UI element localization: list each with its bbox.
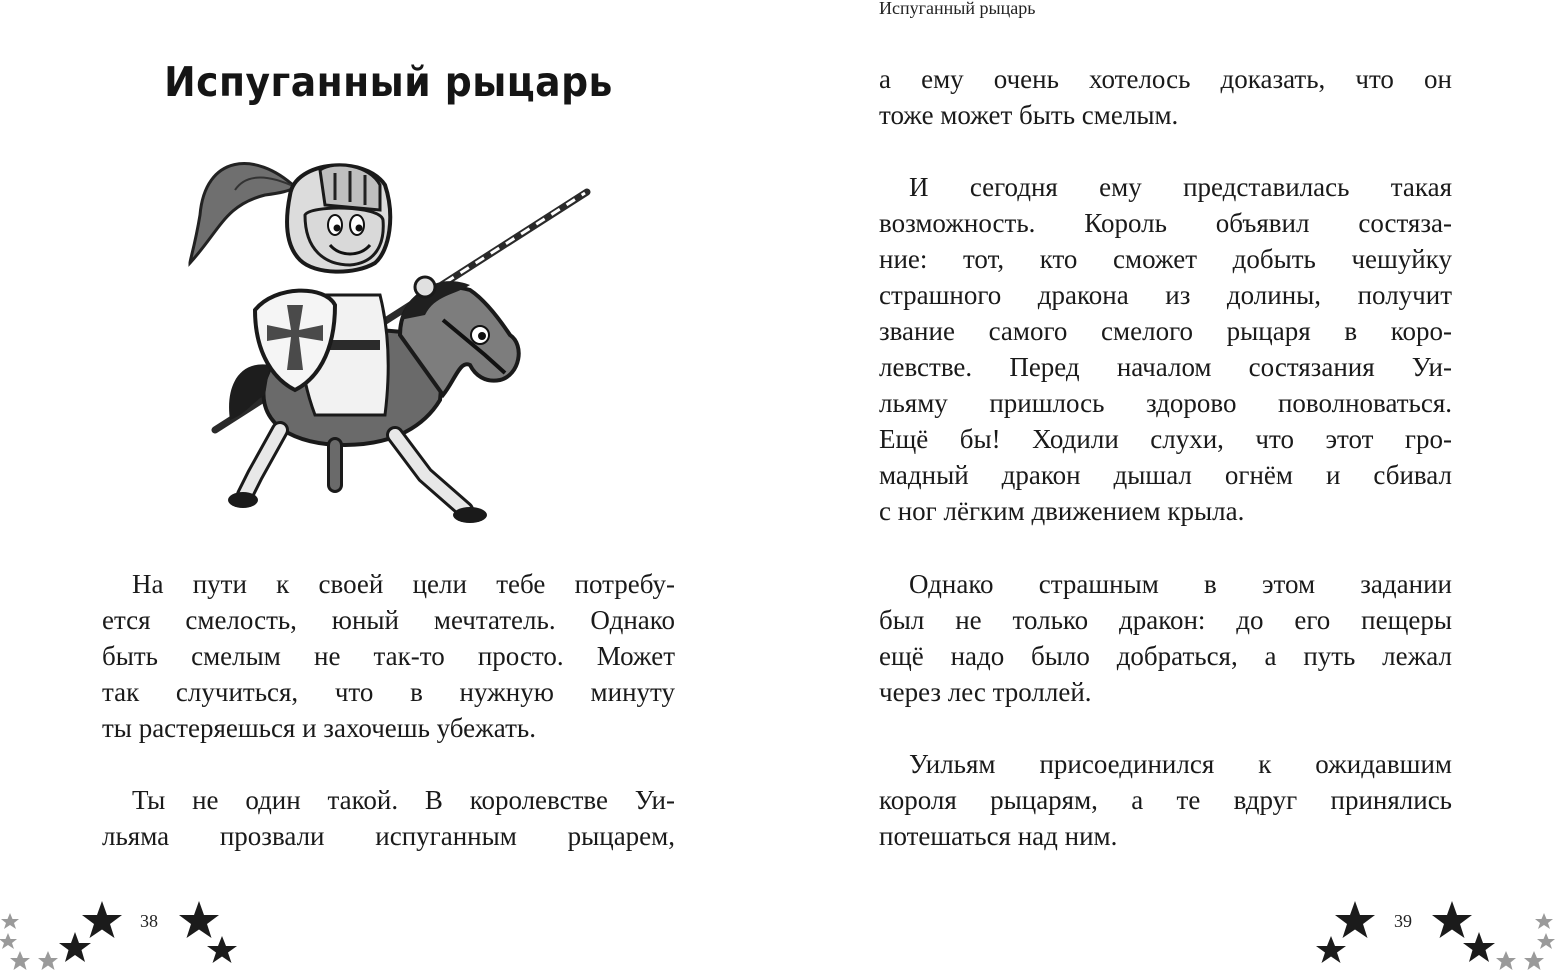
text-line: Ты не один такой. В королевстве Уи-	[132, 785, 675, 815]
right-paragraph-2	[879, 169, 1452, 529]
text-line: возможность. Король объявил состяза-	[879, 208, 1452, 238]
star-icon	[207, 936, 237, 963]
star-icon	[1335, 901, 1375, 938]
right-paragraph-1	[879, 61, 1452, 133]
star-icon	[1537, 933, 1555, 949]
right-page	[777, 0, 1555, 975]
page-number-left: 38	[140, 911, 158, 931]
decorative-stars-left	[0, 895, 240, 975]
text-line: левстве. Перед началом состязания Уи-	[879, 352, 1452, 382]
star-icon	[0, 933, 17, 949]
text-line: ется смелость, юный мечтатель. Однако	[102, 605, 675, 635]
text-line: На пути к своей цели тебе потребу-	[132, 569, 675, 599]
text-line: с ног лёгким движением крыла.	[879, 496, 1245, 526]
star-icon	[59, 932, 91, 962]
star-icon	[1463, 932, 1495, 962]
star-icon	[179, 901, 219, 938]
page-number-right: 39	[1394, 911, 1412, 931]
text-line: льяма прозвали испуганным рыцарем,	[102, 821, 675, 851]
knight-on-horse-illustration	[185, 145, 595, 535]
text-line: короля рыцарям, а те вдруг принялись	[879, 785, 1452, 815]
star-icon	[1496, 951, 1516, 970]
text-line: мадный дракон дышал огнём и сбивал	[879, 460, 1452, 490]
text-line: Ещё бы! Ходили слухи, что этот гро-	[879, 424, 1452, 454]
text-line: ещё надо было добраться, а путь лежал	[879, 641, 1452, 671]
text-line: через лес троллей.	[879, 677, 1092, 707]
running-header: Испуганный рыцарь	[879, 0, 1036, 18]
star-icon	[10, 951, 30, 970]
left-page	[0, 0, 777, 975]
text-line: И сегодня ему представилась такая	[909, 172, 1452, 202]
text-line: льяму пришлось здорово поволноваться.	[879, 388, 1452, 418]
left-paragraph-1	[102, 566, 675, 746]
text-line: был не только дракон: до его пещеры	[879, 605, 1452, 635]
star-icon	[1316, 936, 1346, 963]
right-paragraph-4	[879, 746, 1452, 854]
left-paragraph-2	[102, 782, 675, 854]
text-line: Однако страшным в этом задании	[909, 569, 1452, 599]
text-line: страшного дракона из долины, получит	[879, 280, 1452, 310]
decorative-stars-right	[1315, 895, 1555, 975]
star-icon	[82, 901, 122, 938]
right-paragraph-3	[879, 566, 1452, 710]
text-line: звание самого смелого рыцаря в коро-	[879, 316, 1452, 346]
text-line: ты растеряешься и захочешь убежать.	[102, 713, 536, 743]
text-line: быть смелым не так-то просто. Может	[102, 641, 675, 671]
star-icon	[1524, 951, 1544, 970]
star-icon	[1, 913, 19, 929]
star-icon	[1432, 901, 1472, 938]
text-line: а ему очень хотелось доказать, что он	[879, 64, 1452, 94]
star-icon	[1535, 913, 1553, 929]
text-line: тоже может быть смелым.	[879, 100, 1179, 130]
text-line: ние: тот, кто сможет добыть чешуйку	[879, 244, 1452, 274]
chapter-title: Испуганный рыцарь	[164, 58, 613, 106]
star-icon	[38, 951, 58, 970]
text-line: так случиться, что в нужную минуту	[102, 677, 675, 707]
text-line: потешаться над ним.	[879, 821, 1118, 851]
text-line: Уильям присоединился к ожидавшим	[909, 749, 1452, 779]
